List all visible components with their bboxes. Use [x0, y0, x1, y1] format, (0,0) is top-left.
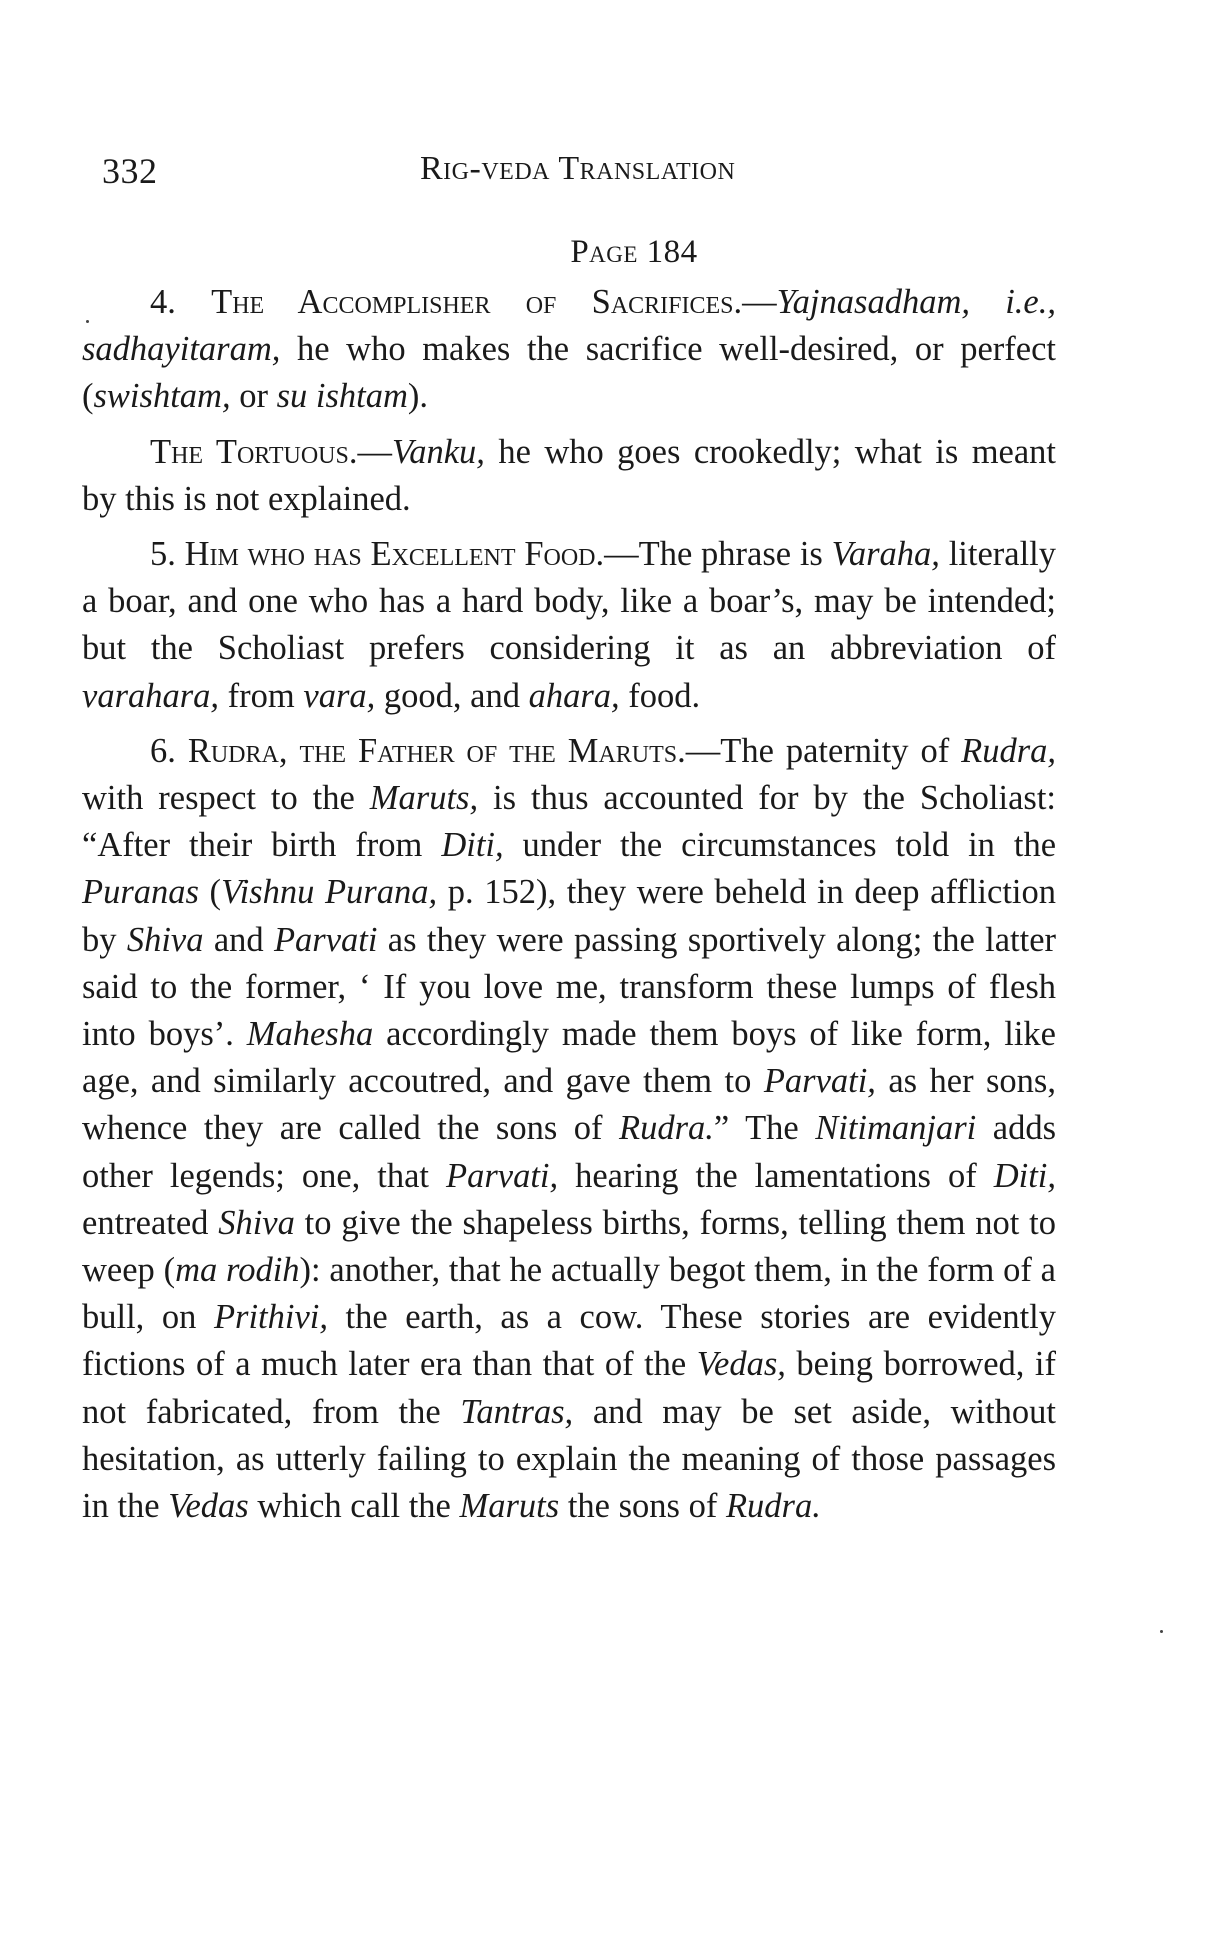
note-heading: The Accomplisher of Sacrifices.: [211, 283, 743, 321]
text-run: ): another, that he actually begot them, in the form of a bull, on: [82, 1251, 1056, 1337]
text-run: —The phrase is: [604, 535, 832, 574]
text-run: or: [230, 377, 277, 416]
italic-term: vara,: [303, 676, 376, 715]
italic-term: Puranas: [82, 873, 199, 912]
notes-body: [44, 279, 1074, 1530]
italic-term: Parvati,: [446, 1156, 559, 1195]
text-run: ” The: [713, 1109, 816, 1148]
italic-term: ahara,: [528, 676, 620, 715]
text-run: the sons of: [559, 1487, 726, 1526]
italic-term: Rudra.: [619, 1109, 714, 1148]
text-run: as her sons, whence they are called the sons of: [82, 1062, 1056, 1148]
italic-term: Varaha,: [831, 535, 940, 574]
text-run: entreated: [82, 1203, 219, 1242]
italic-term: ma rodih: [175, 1251, 300, 1290]
italic-term: Yajnasadham, i.e., sadhayitaram,: [82, 283, 1056, 369]
text-run: (: [198, 873, 222, 912]
text-run: under the circumstances told in the: [503, 826, 1057, 865]
text-run: he who goes crookedly; what is meant by this is not explained.: [82, 432, 1056, 518]
italic-term: Shiva: [218, 1203, 295, 1242]
text-run: literally a boar, and one who has a hard body, like a boar’s, may be intended; but the Scholiast prefers considering it as an abbreviation of: [82, 535, 1056, 668]
italic-term: Nitimanjari: [815, 1109, 977, 1148]
italic-term: su ishtam: [276, 377, 408, 416]
italic-term: Parvati: [273, 920, 378, 959]
text-run: 4.: [150, 283, 212, 321]
text-run: from: [219, 676, 304, 715]
page-number: 332: [102, 151, 158, 191]
text-run: being borrowed, if not fabricated, from the: [82, 1345, 1056, 1431]
note-heading: The Tortuous.: [150, 432, 358, 471]
text-run: with respect to the: [82, 779, 370, 818]
note-heading: Rudra, the Father of the Maruts.: [187, 731, 686, 770]
text-run: adds other legends; one, that: [82, 1109, 1056, 1195]
italic-term: Rudra.: [725, 1487, 821, 1526]
text-run: he who makes the sacrifice well-desired, or perfect (: [82, 330, 1056, 416]
text-run: good, and: [375, 676, 529, 715]
italic-term: varahara,: [82, 676, 220, 715]
stray-ink-mark: [86, 320, 89, 323]
italic-term: Diti,: [441, 826, 504, 865]
text-run: p. 152), they were beheld in deep affliction by: [82, 873, 1056, 959]
stray-ink-mark: [1160, 1630, 1163, 1633]
text-run: —: [357, 432, 392, 471]
italic-term: swishtam,: [93, 377, 231, 416]
italic-term: Tantras,: [460, 1392, 574, 1431]
italic-term: Vedas,: [696, 1345, 786, 1384]
text-run: —: [742, 283, 777, 321]
text-run: and may be set aside, without hesitation, as utterly failing to explain the meaning of those passages in the: [82, 1392, 1056, 1526]
note-5-paragraph: [82, 531, 1056, 720]
text-run: —The paternity of: [685, 731, 962, 770]
italic-term: Rudra,: [961, 731, 1057, 770]
text-run: hearing the lamentations of: [558, 1156, 994, 1195]
text-run: ).: [407, 377, 429, 416]
text-run: is thus accounted for by the Scholiast: “After their birth from: [82, 779, 1056, 865]
italic-term: Mahesha: [246, 1015, 374, 1054]
text-run: 6.: [150, 731, 188, 770]
italic-term: Maruts: [459, 1487, 560, 1526]
text-run: 5.: [150, 535, 185, 574]
running-head: [44, 150, 1074, 210]
note-6-paragraph: [82, 728, 1056, 1530]
note-heading: Him who has Excellent Food.: [184, 535, 605, 574]
italic-term: Parvati,: [763, 1062, 876, 1101]
italic-term: Shiva: [126, 920, 204, 959]
book-page: [44, 150, 1074, 1538]
text-run: which call the: [248, 1487, 460, 1526]
italic-term: Diti,: [993, 1156, 1056, 1195]
text-run: the earth, as a cow. These stories are evidently fictions of a much later era than that of the: [82, 1298, 1057, 1384]
italic-term: Prithivi,: [213, 1298, 328, 1337]
note-4-paragraph: [82, 279, 1056, 421]
note-tortuous-paragraph: [82, 429, 1056, 523]
italic-term: Vanku,: [391, 432, 485, 471]
text-run: food.: [619, 676, 701, 715]
text-run: to give the shapeless births, forms, telling them not to weep (: [82, 1203, 1056, 1290]
book-title: Rig-veda Translation: [420, 150, 736, 187]
italic-term: Vedas: [168, 1487, 249, 1526]
text-run: as they were passing sportively along; the latter said to the former, ‘ If you love me, transform these lumps of flesh into boys’.: [82, 920, 1057, 1054]
text-run: and: [203, 920, 274, 959]
italic-term: Vishnu Purana,: [221, 873, 438, 912]
text-run: accordingly made them boys of like form, like age, and similarly accoutred, and gave them to: [82, 1015, 1056, 1101]
section-heading: Page 184: [570, 234, 698, 270]
italic-term: Maruts,: [369, 779, 479, 818]
